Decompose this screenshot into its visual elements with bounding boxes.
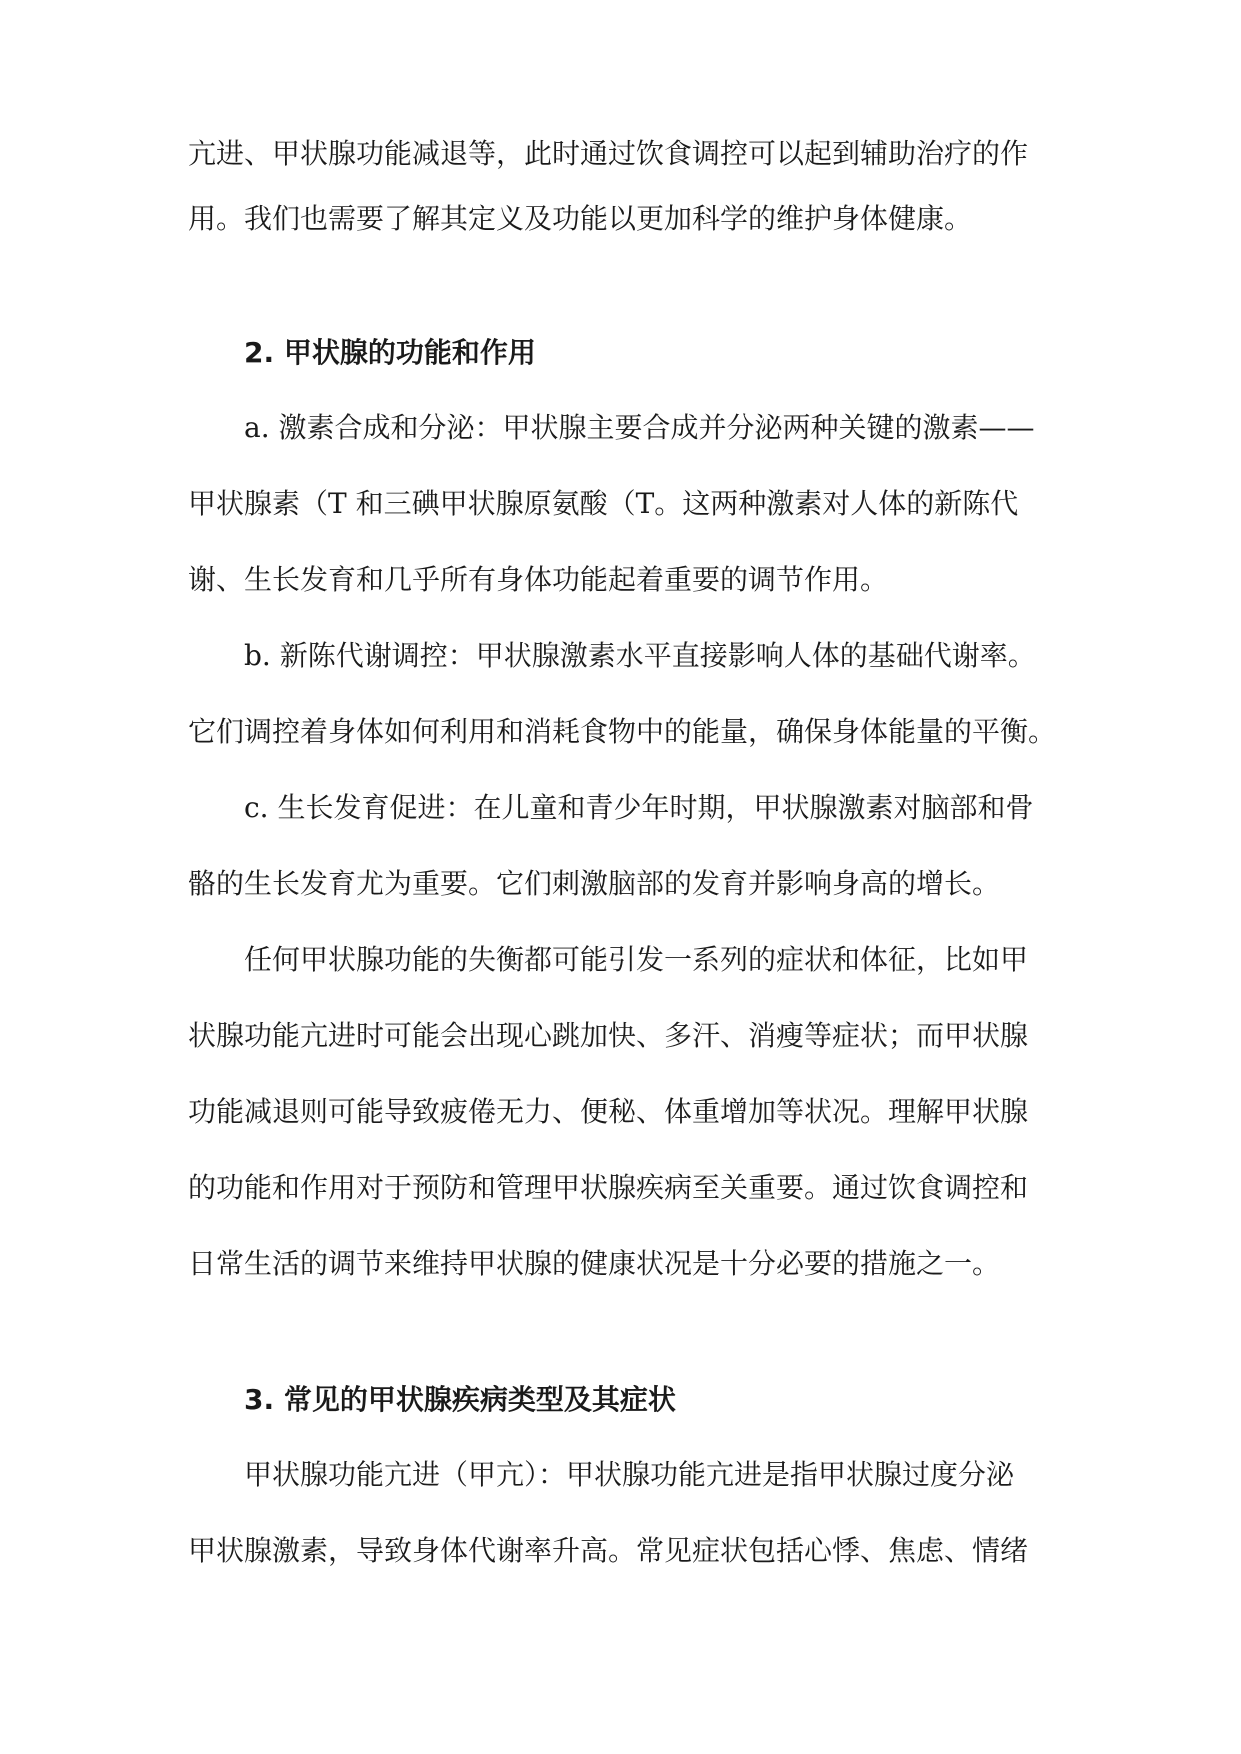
section-heading-3: 3. 常见的甲状腺疾病类型及其症状 (244, 1383, 676, 1416)
section-heading-2: 2. 甲状腺的功能和作用 (244, 336, 536, 369)
paragraph-line: 的功能和作用对于预防和管理甲状腺疾病至关重要。通过饮食调控和 (188, 1171, 1029, 1204)
paragraph-line: 任何甲状腺功能的失衡都可能引发一系列的症状和体征，比如甲 (244, 943, 1029, 976)
paragraph-line: 亢进、甲状腺功能减退等，此时通过饮食调控可以起到辅助治疗的作 (188, 137, 1029, 170)
paragraph-line: 骼的生长发育尤为重要。它们刺激脑部的发育并影响身高的增长。 (188, 867, 1001, 900)
paragraph-line: c. 生长发育促进：在儿童和青少年时期，甲状腺激素对脑部和骨 (244, 791, 1034, 824)
paragraph-line: 甲状腺功能亢进（甲亢）：甲状腺功能亢进是指甲状腺过度分泌 (244, 1458, 1015, 1491)
paragraph-line: b. 新陈代谢调控：甲状腺激素水平直接影响人体的基础代谢率。 (244, 639, 1036, 672)
paragraph-line: 它们调控着身体如何利用和消耗食物中的能量，确保身体能量的平衡。 (188, 715, 1057, 748)
paragraph-line: 甲状腺激素，导致身体代谢率升高。常见症状包括心悸、焦虑、情绪 (188, 1534, 1029, 1567)
paragraph-line: 状腺功能亢进时可能会出现心跳加快、多汗、消瘦等症状；而甲状腺 (188, 1019, 1029, 1052)
paragraph-line: 功能减退则可能导致疲倦无力、便秘、体重增加等状况。理解甲状腺 (188, 1095, 1029, 1128)
paragraph-line: a. 激素合成和分泌：甲状腺主要合成并分泌两种关键的激素—— (244, 411, 1035, 444)
paragraph-line: 用。我们也需要了解其定义及功能以更加科学的维护身体健康。 (188, 202, 973, 235)
paragraph-line: 甲状腺素（T 和三碘甲状腺原氨酸（T。这两种激素对人体的新陈代 (188, 487, 1019, 520)
paragraph-line: 日常生活的调节来维持甲状腺的健康状况是十分必要的措施之一。 (188, 1247, 1001, 1280)
paragraph-line: 谢、生长发育和几乎所有身体功能起着重要的调节作用。 (188, 563, 889, 596)
